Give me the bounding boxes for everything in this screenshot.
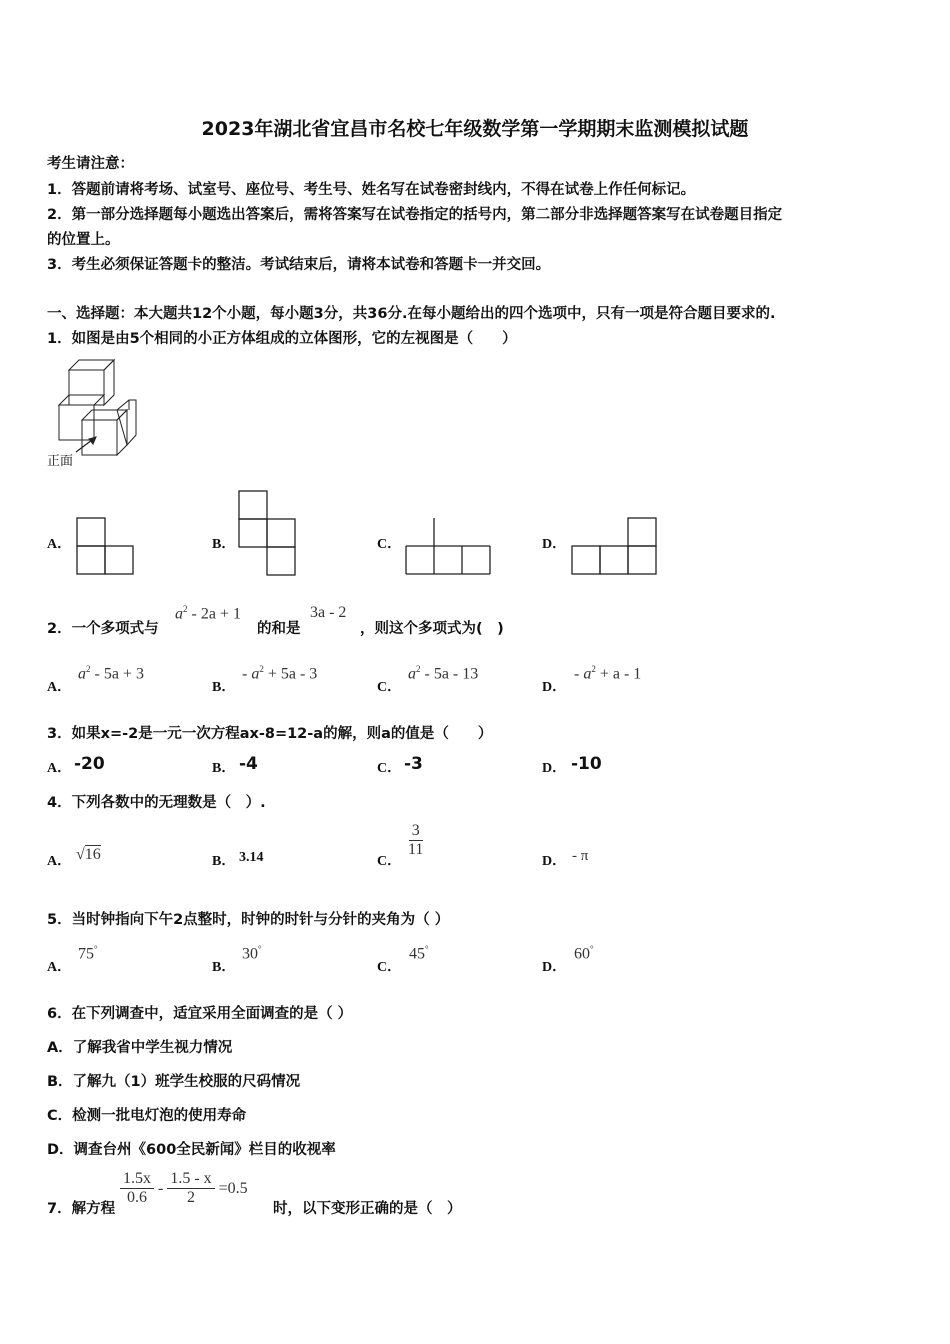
q2-option-c-label[interactable]: C． xyxy=(377,680,402,695)
q2-option-c: $a^2 - 5a - 13$ xyxy=(408,664,479,683)
question-2-stem-c: ，则这个多项式为( ) xyxy=(360,621,504,637)
question-1-stem: 1．如图是由5个相同的小正方体组成的立体图形，它的左视图是（ ） xyxy=(47,331,517,347)
q2-expr1: $a^2 - 2a + 1$ xyxy=(175,604,241,623)
section-heading: 一、选择题：本大题共12个小题，每小题3分，共36分.在每小题给出的四个选项中，只有一项是符合题目要求的. xyxy=(47,306,776,322)
question-7-stem-b: 时，以下变形正确的是（ ） xyxy=(273,1201,462,1217)
question-5-stem: 5．当时钟指向下午2点整时，时钟的时针与分针的夹角为（ ） xyxy=(47,912,450,928)
question-6-stem: 6．在下列调查中，适宜采用全面调查的是（ ） xyxy=(47,1006,353,1022)
q5-option-b-label[interactable]: B． xyxy=(212,960,236,975)
notice-item: 3．考生必须保证答题卡的整洁。考试结束后，请将本试卷和答题卡一并交回。 xyxy=(47,257,551,273)
q3-option-d-label[interactable]: D． xyxy=(542,761,567,776)
notice-item: 1．答题前请将考场、试室号、座位号、考生号、姓名写在试卷密封线内，不得在试卷上作任何标记。 xyxy=(47,182,696,198)
q5-option-d: 60° xyxy=(574,944,594,963)
q1-option-a-figure xyxy=(76,517,136,577)
q3-option-a: -20 xyxy=(74,754,105,774)
q5-option-c: 45° xyxy=(409,944,429,963)
q2-option-d-label[interactable]: D． xyxy=(542,680,567,695)
q6-option-b[interactable]: B．了解九（1）班学生校服的尺码情况 xyxy=(47,1074,301,1090)
q6-option-d[interactable]: D．调查台州《600全民新闻》栏目的收视率 xyxy=(47,1142,336,1158)
q4-option-c-label[interactable]: C． xyxy=(377,854,402,869)
q2-option-a: $a^2 - 5a + 3$ xyxy=(78,664,144,683)
sqrt-sign: √ xyxy=(76,846,85,863)
q1-option-d-label[interactable]: D． xyxy=(542,537,567,552)
question-2-stem-b: 的和是 xyxy=(257,621,301,637)
q5-option-c-label[interactable]: C． xyxy=(377,960,402,975)
front-label: 正面 xyxy=(47,454,74,469)
q4-option-a: √16 xyxy=(76,846,101,863)
q4-option-c: $\frac{3}{11}$ xyxy=(408,822,424,858)
q5-option-b: 30° xyxy=(242,944,262,963)
q7-equation: $\frac{1.5x}{0.6}$ - $\frac{1.5 - x}{2}$ =0.5 xyxy=(120,1170,248,1207)
q1-option-b-figure xyxy=(238,490,300,578)
q3-option-b-label[interactable]: B． xyxy=(212,761,236,776)
page-title: 2023年湖北省宜昌市名校七年级数学第一学期期末监测模拟试题 xyxy=(201,118,749,140)
q6-option-c[interactable]: C．检测一批电灯泡的使用寿命 xyxy=(47,1108,247,1124)
notice-heading: 考生请注意： xyxy=(47,156,134,172)
question-2-stem-a: 2．一个多项式与 xyxy=(47,621,159,637)
q2-option-d: - $a^2 + a - 1$ xyxy=(574,664,642,683)
q3-option-c: -3 xyxy=(404,754,423,774)
q4-option-b: 3.14 xyxy=(239,850,264,865)
question-7-stem-a: 7．解方程 xyxy=(47,1201,116,1217)
q5-option-a: 75° xyxy=(78,944,98,963)
q5-option-d-label[interactable]: D． xyxy=(542,960,567,975)
q1-option-a-label[interactable]: A． xyxy=(47,537,72,552)
q3-option-c-label[interactable]: C． xyxy=(377,761,402,776)
notice-item: 2．第一部分选择题每小题选出答案后，需将答案写在试卷指定的括号内，第二部分非选择题答案写在试卷题目指定 xyxy=(47,207,783,223)
q1-option-c-label[interactable]: C． xyxy=(377,537,402,552)
q2-option-b-label[interactable]: B． xyxy=(212,680,236,695)
q1-option-b-label[interactable]: B． xyxy=(212,537,236,552)
q3-option-b: -4 xyxy=(239,754,258,774)
question-4-stem: 4．下列各数中的无理数是（ ）. xyxy=(47,795,266,811)
q1-option-c-figure xyxy=(404,517,496,577)
q3-option-a-label[interactable]: A． xyxy=(47,761,72,776)
q4-option-a-label[interactable]: A． xyxy=(47,854,72,869)
q2-option-b: - $a^2 + 5a - 3$ xyxy=(242,664,318,683)
q2-option-a-label[interactable]: A． xyxy=(47,680,72,695)
notice-item: 的位置上。 xyxy=(47,232,120,248)
q5-option-a-label[interactable]: A． xyxy=(47,960,72,975)
q1-option-d-figure xyxy=(570,517,660,577)
q4-option-d-label[interactable]: D． xyxy=(542,854,567,869)
q4-option-d: - π xyxy=(572,848,589,864)
q6-option-a[interactable]: A．了解我省中学生视力情况 xyxy=(47,1040,233,1056)
q2-expr2: 3a - 2 xyxy=(310,604,347,621)
q3-option-d: -10 xyxy=(571,754,602,774)
question-3-stem: 3．如果x=-2是一元一次方程ax-8=12-a的解，则a的值是（ ） xyxy=(47,726,493,742)
q4-option-b-label[interactable]: B． xyxy=(212,854,236,869)
